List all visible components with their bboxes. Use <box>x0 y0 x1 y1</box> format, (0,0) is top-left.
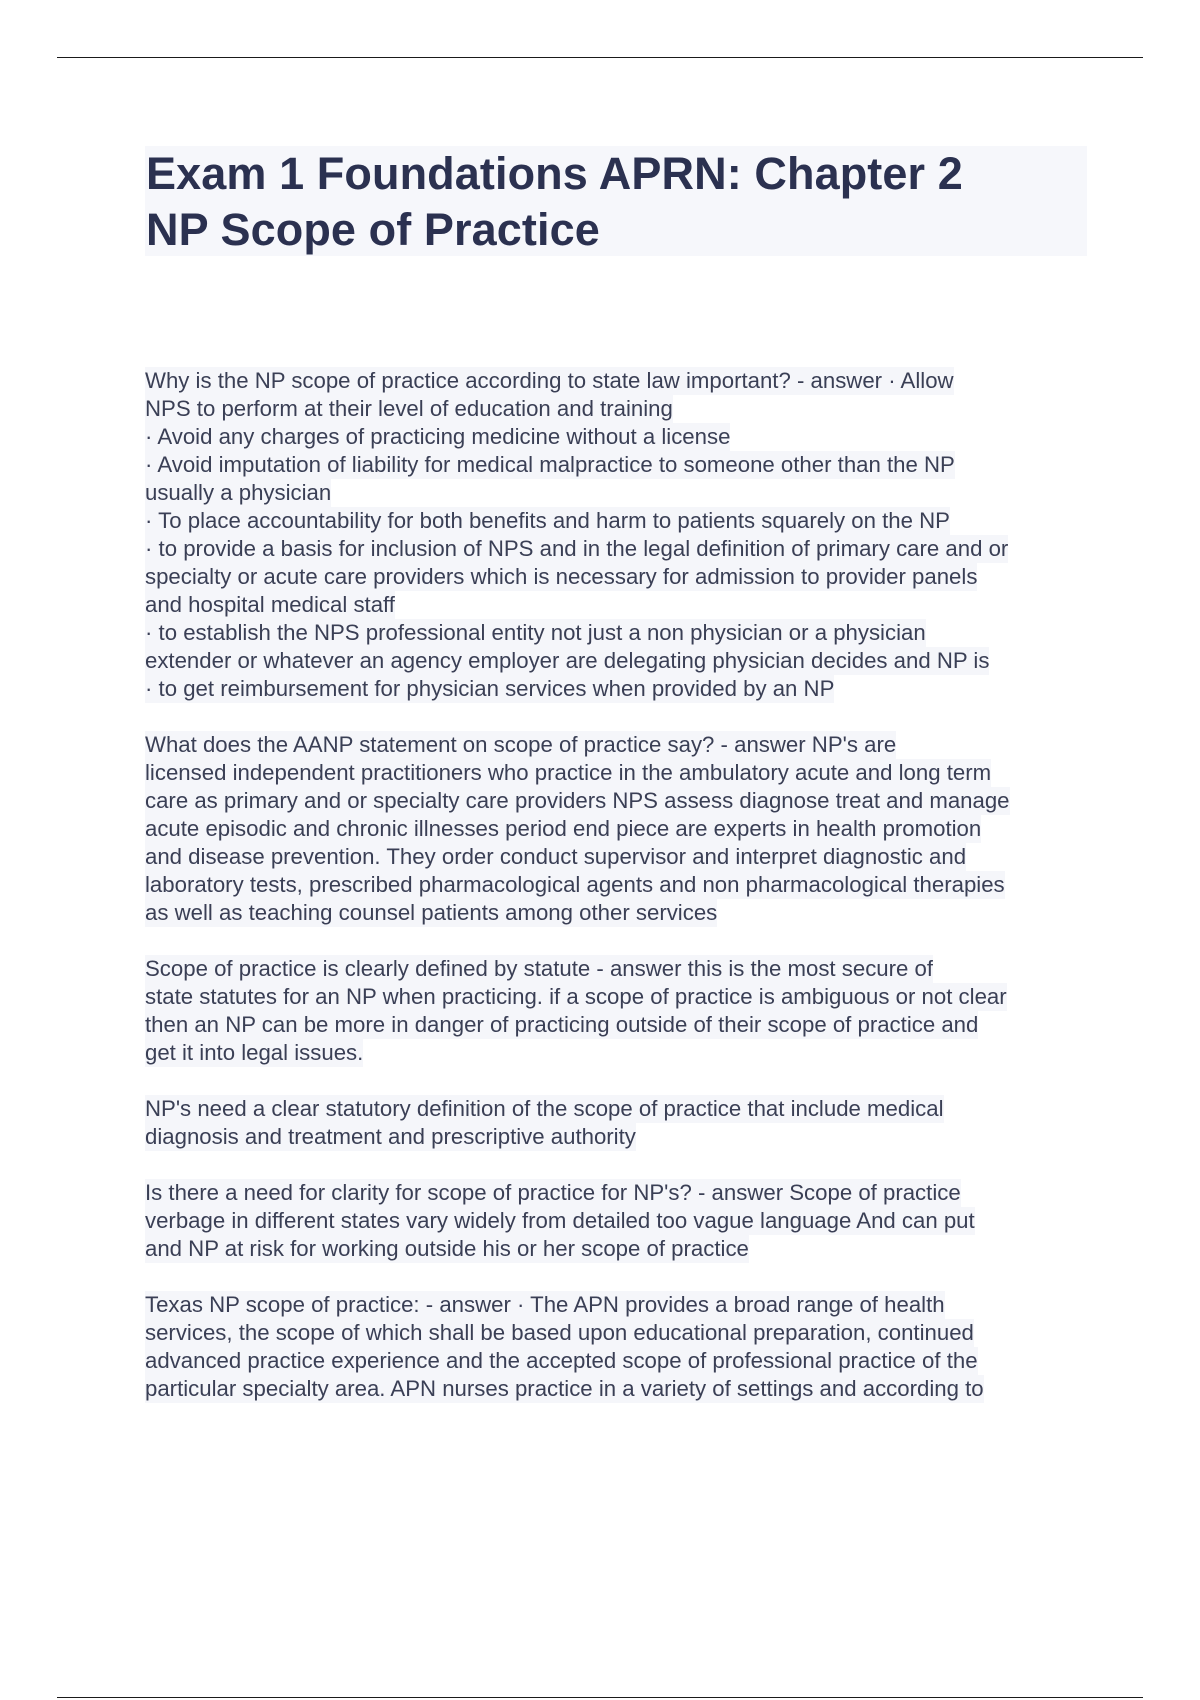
text-line: then an NP can be more in danger of practicing outside of their scope of practice and <box>145 1012 979 1037</box>
text-line: care as primary and or specialty care providers NPS assess diagnose treat and manage <box>145 788 1010 813</box>
text-line: · Avoid imputation of liability for medical malpractice to someone other than the NP <box>145 452 955 477</box>
text-line: services, the scope of which shall be based upon educational preparation, continued <box>145 1320 974 1345</box>
qa-entry <box>145 955 1087 1067</box>
text-line: particular specialty area. APN nurses practice in a variety of settings and according to <box>145 1376 984 1401</box>
text-line: · to provide a basis for inclusion of NPS and in the legal definition of primary care and or <box>145 536 1009 561</box>
text-line: licensed independent practitioners who practice in the ambulatory acute and long term <box>145 760 992 785</box>
text-line: usually a physician <box>145 480 332 505</box>
text-line: Scope of practice is clearly defined by statute - answer this is the most secure of <box>145 956 934 981</box>
text-line: · to get reimbursement for physician services when provided by an NP <box>145 676 835 701</box>
qa-entry <box>145 731 1087 927</box>
title-line: Exam 1 Foundations APRN: Chapter 2 <box>146 148 963 199</box>
text-line: acute episodic and chronic illnesses period end piece are experts in health promotion <box>145 816 982 841</box>
text-line: diagnosis and treatment and prescriptive authority <box>145 1124 636 1149</box>
document-body <box>145 367 1087 1431</box>
text-line: as well as teaching counsel patients among other services <box>145 900 718 925</box>
text-line: · Avoid any charges of practicing medicine without a license <box>145 424 731 449</box>
text-line: Is there a need for clarity for scope of practice for NP's? - answer Scope of practice <box>145 1180 961 1205</box>
text-line: get it into legal issues. <box>145 1040 364 1065</box>
text-line: advanced practice experience and the accepted scope of professional practice of the <box>145 1348 978 1373</box>
text-line: · to establish the NPS professional entity not just a non physician or a physician <box>145 620 926 645</box>
qa-entry <box>145 367 1087 703</box>
text-line: and hospital medical staff <box>145 592 395 617</box>
text-line: specialty or acute care providers which is necessary for admission to provider panels <box>145 564 978 589</box>
text-line: laboratory tests, prescribed pharmacological agents and non pharmacological therapies <box>145 872 1005 897</box>
qa-entry <box>145 1095 1087 1151</box>
text-line: NPS to perform at their level of education and training <box>145 396 673 421</box>
top-divider <box>57 57 1143 58</box>
text-line: Why is the NP scope of practice according to state law important? - answer · Allow <box>145 368 954 393</box>
text-line: Texas NP scope of practice: - answer · The APN provides a broad range of health <box>145 1292 945 1317</box>
text-line: What does the AANP statement on scope of practice say? - answer NP's are <box>145 732 897 757</box>
text-line: extender or whatever an agency employer are delegating physician decides and NP is <box>145 648 990 673</box>
qa-entry <box>145 1291 1087 1403</box>
text-line: and NP at risk for working outside his or her scope of practice <box>145 1236 749 1261</box>
bottom-divider <box>57 1697 1143 1698</box>
document-title <box>146 146 1076 258</box>
text-line: state statutes for an NP when practicing. if a scope of practice is ambiguous or not clear <box>145 984 1007 1009</box>
text-line: NP's need a clear statutory definition of the scope of practice that include medical <box>145 1096 944 1121</box>
text-line: · To place accountability for both benefits and harm to patients squarely on the NP <box>145 508 950 533</box>
title-line: NP Scope of Practice <box>146 204 600 255</box>
qa-entry <box>145 1179 1087 1263</box>
text-line: verbage in different states vary widely from detailed too vague language And can put <box>145 1208 975 1233</box>
text-line: and disease prevention. They order conduct supervisor and interpret diagnostic and <box>145 844 967 869</box>
